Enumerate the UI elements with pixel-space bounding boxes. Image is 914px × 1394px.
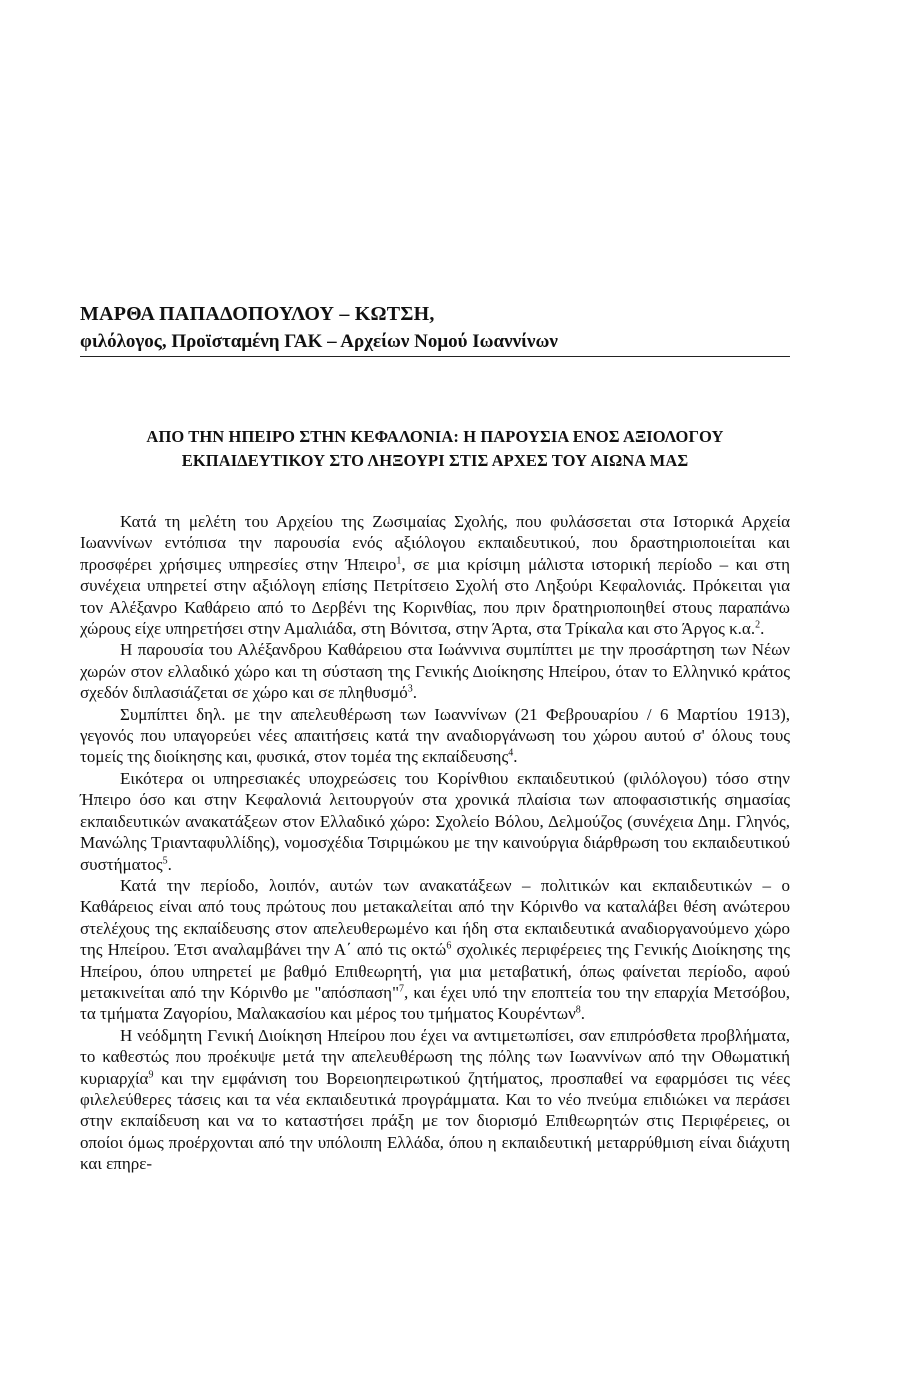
footnote-ref: 8 [575,1004,581,1016]
author-name: ΜΑΡΘΑ ΠΑΠΑΔΟΠΟΥΛΟΥ – ΚΩΤΣΗ, [80,303,435,325]
footnote-ref: 3 [407,683,413,695]
paragraph-text: Η νεόδμητη Γενική Διοίκηση Ηπείρου που έχει να αντιμετωπίσει, σαν επιπρόσθετα προβλήματα, το καθεστώς που προέκυψε μετά την απελευθέρωση της πόλης των Ιωαννίνων από την Οθωματική κυριαρχία [80,1025,790,1088]
article-body [80,511,790,1175]
footnote-ref: 6 [446,940,452,952]
paragraph-text: . [412,683,417,703]
author-block [80,300,790,355]
paragraph-text: Κατά τη μελέτη του Αρχείου της Ζωσιμαίας Σχολής, που φυλάσσεται στα Ιστορικά Αρχεία Ιωαννίνων εντόπισα την παρουσία ενός αξιόλογου εκπαιδευτικού, που δραστηριοποιείται και προσφέρει χρήσιμες υπηρεσίες στην Ήπειρο [80,512,790,574]
paragraph-6 [80,1025,790,1175]
paragraph-text: Συμπίπτει δηλ. με την απελευθέρωση των Ιωαννίνων (21 Φεβρουαρίου / 6 Μαρτίου 1913), γεγονός που υπαγορεύει νέες απαιτήσεις κατά την αναδιοργάνωση του χώρου αυτού σ' όλους τους τομείς της διοίκησης και, φυσικά, στον τομέα της εκπαίδευσης [80,704,790,767]
paragraph-text: Η παρουσία του Αλέξανδρου Καθάρειου στα Ιωάννινα συμπίπτει με την προσάρτηση των Νέων χωρών στον ελλαδικό χώρο και τη σύσταση της Γενικής Διοίκησης Ηπείρου, όταν το Ελληνικό κράτος σχεδόν διπλασιάζεται σε χώρο και σε πληθυσμό [80,640,790,703]
paragraph-text: . [580,1004,586,1024]
footnote-ref: 9 [148,1068,154,1080]
paragraph-5 [80,875,790,1025]
paragraph-text: Εικότερα οι υπηρεσιακές υποχρεώσεις του Κορίνθιου εκπαιδευτικού (φιλόλογου) τόσο στην Ήπειρο όσο και στην Κεφαλονιά λειτουργούν στα χρονικά πλαίσια των αποφασιστικής σημασίας εκπαιδευτικών ανακατάξεων στον Ελλαδικό χώρο: Σχολείο Βόλου, Δελμούζος (συνέχεια Δημ. Γληνός, Μανώλης Τριανταφυλλίδης), νομοσχέδια Τσιριμώκου με την καινούργια διάρθρωση του εκπαιδευτικού συστήματος [80,768,790,874]
paragraph-2 [80,639,790,703]
paragraph-text: Κατά την περίοδο, λοιπόν, αυτών των ανακατάξεων – πολιτικών και εκπαιδευτικών – ο Καθάρειος είναι από τους πρώτους που μετακαλείται από την Κόρινθο να καταλάβει θέση ανώτερου στελέχους της εκπαίδευσης στον απελευθερωμένο και ήδη στα εκπαιδευτικά αναδιοργανούμενο χώρο της Ηπείρου. Έτσι αναλαμβάνει την Α΄ από τις οκτώ [80,875,790,960]
paragraph-text: και την εμφάνιση του Βορειοηπειρωτικού ζητήματος, προσπαθεί να εφαρμόσει τις νέες φιλελεύθερες τάσεις και τα νέα εκπαιδευτικά προγράμματα. Και το νέο πνεύμα επιδιώκει να περάσει στην εκπαίδευση και να το καταστήσει πράξη με τον διορισμό Επιθεωρητών στις Περιφέρειες, οι οποίοι όμως προέρχονται από την υπόλοιπη Ελλάδα, όπου η εκπαιδευτική μεταρρύθμιση είναι διάχυτη και επηρε- [80,1068,790,1174]
paragraph-text: . [760,619,765,639]
paragraph-text: σχολικές περιφέρειες της Γενικής Διοίκησης της Ηπείρου, όπου υπηρετεί με βαθμό Επιθεωρητή, για μια μεταβατική, όπως φαίνεται περίοδο, αφού μετακινείται από την Κόρινθο με "απόσπαση" [80,940,790,1002]
paragraph-1 [80,511,790,639]
footnote-ref: 5 [162,854,168,866]
footnote-ref: 2 [755,619,761,631]
author-affiliation: φιλόλογος, Προϊσταμένη ΓΑΚ – Αρχείων Νομού Ιωαννίνων [80,331,558,352]
paragraph-text: . [167,854,172,874]
footnote-ref: 1 [396,555,402,567]
paragraph-3 [80,704,790,768]
title-line-1: ΑΠΟ ΤΗΝ ΗΠΕΙΡΟ ΣΤΗΝ ΚΕΦΑΛΟΝΙΑ: Η ΠΑΡΟΥΣΙΑ ΕΝΟΣ ΑΞΙΟΛΟΓΟΥ [146,427,724,446]
footnote-ref: 4 [508,747,514,759]
footnote-ref: 7 [399,983,405,995]
article-title [80,425,790,473]
title-line-2: ΕΚΠΑΙΔΕΥΤΙΚΟΥ ΣΤΟ ΛΗΞΟΥΡΙ ΣΤΙΣ ΑΡΧΕΣ ΤΟΥ ΑΙΩΝΑ ΜΑΣ [181,451,689,470]
paragraph-text: , σε μια κρίσιμη μάλιστα ιστορική περίοδο – και στη συνέχεια υπηρετεί στην αξιόλογη επίσης Πετρίτσειο Σχολή στο Ληξούρι Κεφαλονιάς. Πρόκειται για τον Αλέξανρο Καθάρειο από το Δερβένι της Κορινθίας, που πριν δρατηριοποιηθεί στους παραπάνω χώρους είχε υπηρετήσει στην Αμαλιάδα, στη Βόνιτσα, στην Άρτα, στα Τρίκαλα και στο Άργος κ.α. [80,554,790,639]
header-rule [80,356,790,357]
paragraph-text: , και έχει υπό την εποπτεία του την επαρχία Μετσόβου, τα τμήματα Ζαγορίου, Μαλακασίου και μέρος του τμήματος Κουρέντων [80,982,790,1024]
paragraph-4 [80,768,790,875]
paragraph-text: . [513,747,518,767]
